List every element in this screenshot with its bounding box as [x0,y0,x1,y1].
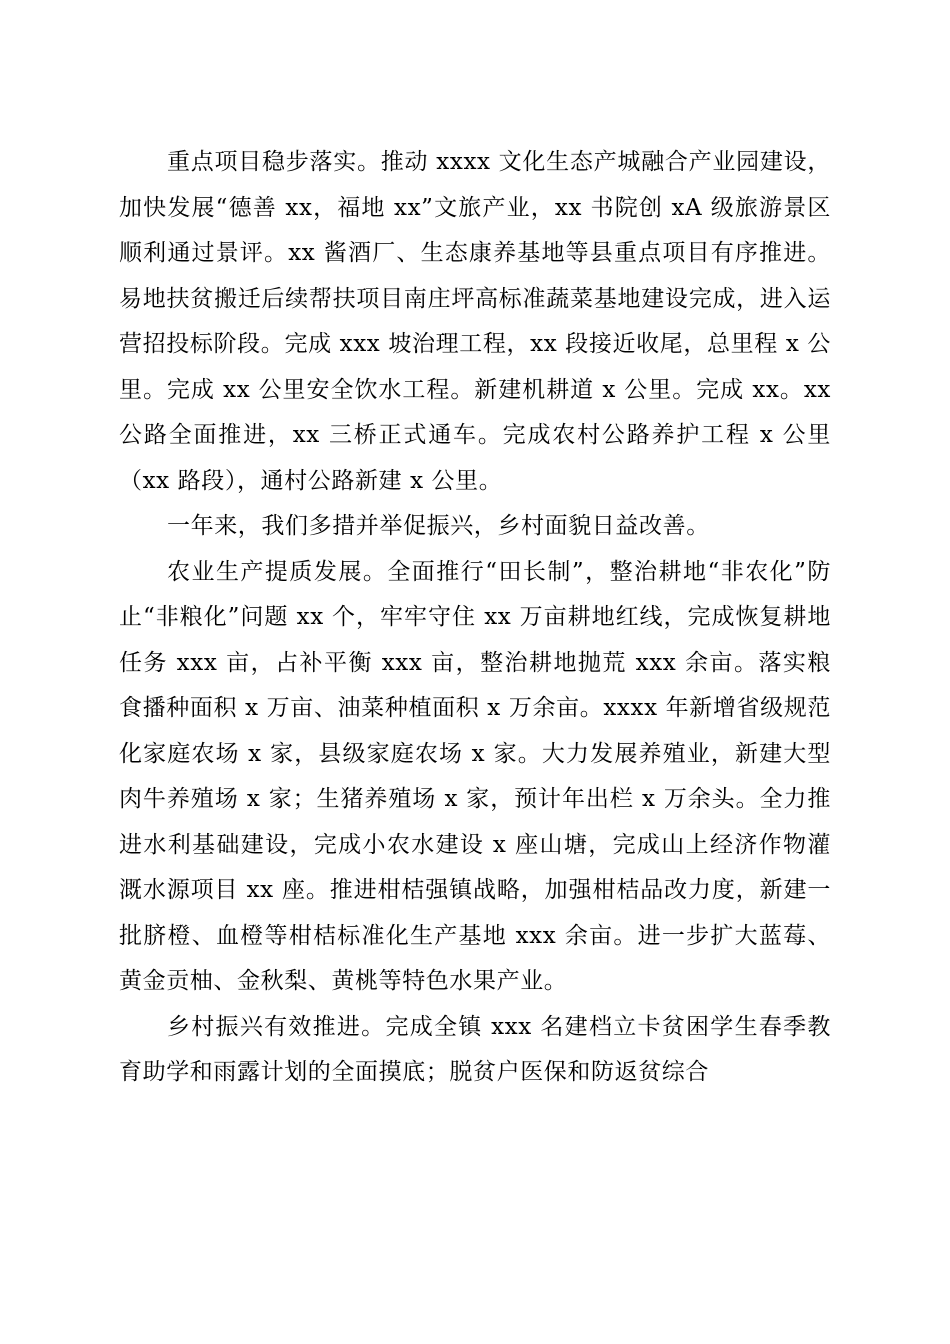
document-body [119,140,831,1096]
paragraph-key-projects: 重点项目稳步落实。推动 xxxx 文化生态产城融合产业园建设，加快发展“德善 xx，福地 xx”文旅产业，xx 书院创 xA 级旅游景区顺利通过景评。xx 酱酒厂、生态康养基地等县重点项目有序推进。易地扶贫搬迁后续帮扶项目南庄坪高标准蔬菜基地建设完成，进入运营招投标阶段。完成 xxx 坡治理工程，xx 段接近收尾，总里程 x 公里。完成 xx 公里安全饮水工程。新建机耕道 x 公里。完成 xx。xx 公路全面推进，xx 三桥正式通车。完成农村公路养护工程 x 公里（xx 路段），通村公路新建 x 公里。 [119,149,831,494]
paragraph-rural-summary: 一年来，我们多措并举促振兴，乡村面貌日益改善。 [167,513,710,539]
paragraph-rural-revitalization: 乡村振兴有效推进。完成全镇 xxx 名建档立卡贫困学生春季教育助学和雨露计划的全面摸底；脱贫户医保和防返贫综合 [119,1013,831,1085]
paragraph-agriculture: 农业生产提质发展。全面推行“田长制”，整治耕地“非农化”防止“非粮化”问题 xx 个，牢牢守住 xx 万亩耕地红线，完成恢复耕地任务 xxx 亩，占补平衡 xxx 亩，整治耕地抛荒 xxx 余亩。落实粮食播种面积 x 万亩、油菜种植面积 x 万余亩。xxxx 年新增省级规范化家庭农场 x 家，县级家庭农场 x 家。大力发展养殖业，新建大型肉牛养殖场 x 家；生猪养殖场 x 家，预计年出栏 x 万余头。全力推进水利基础建设，完成小农水建设 x 座山塘，完成山上经济作物灌溉水源项目 xx 座。推进柑桔强镇战略，加强柑桔品改力度，新建一批脐橙、血橙等柑桔标准化生产基地 xxx 余亩。进一步扩大蓝莓、黄金贡柚、金秋梨、黄桃等特色水果产业。 [119,558,831,994]
